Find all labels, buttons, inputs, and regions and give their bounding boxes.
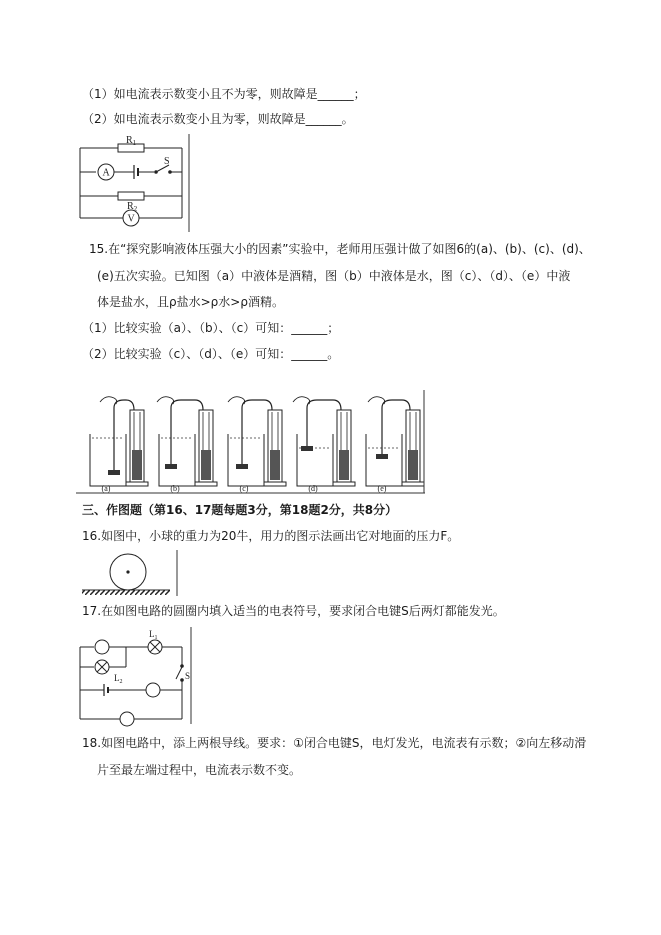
q15-panel-label: (d) (308, 484, 318, 493)
resistor-r2 (118, 192, 144, 200)
q15-panel-label: (b) (170, 484, 180, 493)
q14-sub2: （2）如电流表示数变小且为零，则故障是______。 (82, 112, 354, 126)
q17-meter-circle-top (95, 640, 109, 654)
ball-center (126, 570, 129, 573)
q14-circuit-diagram (76, 134, 191, 234)
svg-text:L2: $L_2$ (114, 673, 123, 685)
q15-sub1: （1）比较实验（a）、（b）、（c）可知：______； (82, 321, 340, 335)
q15-panel (366, 397, 424, 493)
svg-text:V: V (127, 213, 135, 225)
q18-line1: 18.如图电路中，添上两根导线。要求：①闭合电键S，电灯发光，电流表有示数；②向左移动滑 (82, 736, 587, 750)
q18-line2: 片至最左端过程中，电流表示数不变。 (97, 763, 302, 777)
q15-line3: 体是盐水，且ρ盐水>ρ水>ρ酒精。 (97, 295, 284, 309)
q15-panel-label: (e) (377, 484, 387, 493)
q15-line1: 15.在“探究影响液体压强大小的因素”实验中，老师用压强计做了如图6的(a)、(b)、(c)、(d)、 (89, 242, 591, 256)
q14-sub1: （1）如电流表示数变小且不为零，则故障是______； (82, 87, 366, 101)
svg-text:R2: $R_2$ (127, 201, 138, 213)
q15-panel-label: (c) (239, 484, 249, 493)
svg-text:L1: $L_1$ (149, 629, 158, 641)
svg-text:R1: $R_1$ (126, 135, 137, 147)
q15-line2: (e)五次实验。已知图（a）中液体是酒精，图（b）中液体是水，图（c）、（d）、（e）中液 (97, 269, 571, 283)
q17-meter-circle-middle (146, 683, 160, 697)
q15-panel (90, 397, 148, 493)
q15-panel (228, 397, 286, 493)
q15-panel-label: (a) (101, 484, 111, 493)
q17-text: 17.在如图电路的圆圈内填入适当的电表符号，要求闭合电键S后两灯都能发光。 (82, 604, 505, 618)
q15-sub2: （2）比较实验（c）、（d）、（e）可知：______。 (82, 347, 340, 361)
q15-panel (293, 397, 355, 493)
q17-circuit-diagram (78, 627, 194, 727)
svg-text:S: S (185, 671, 191, 681)
switch-s (176, 667, 182, 679)
q17-meter-circle-bottom (120, 712, 134, 726)
q16-text: 16.如图中，小球的重力为20牛，用力的图示法画出它对地面的压力F。 (82, 529, 460, 543)
svg-text:A: A (102, 167, 110, 179)
q16-ball-figure (80, 550, 180, 596)
q15-panel (157, 397, 217, 493)
section3-heading: 三、作图题（第16、17题每题3分，第18题2分，共8分） (82, 503, 398, 517)
ground (82, 590, 170, 595)
q15-pressure-gauge-figure (76, 390, 426, 494)
svg-text:S: S (164, 156, 170, 167)
